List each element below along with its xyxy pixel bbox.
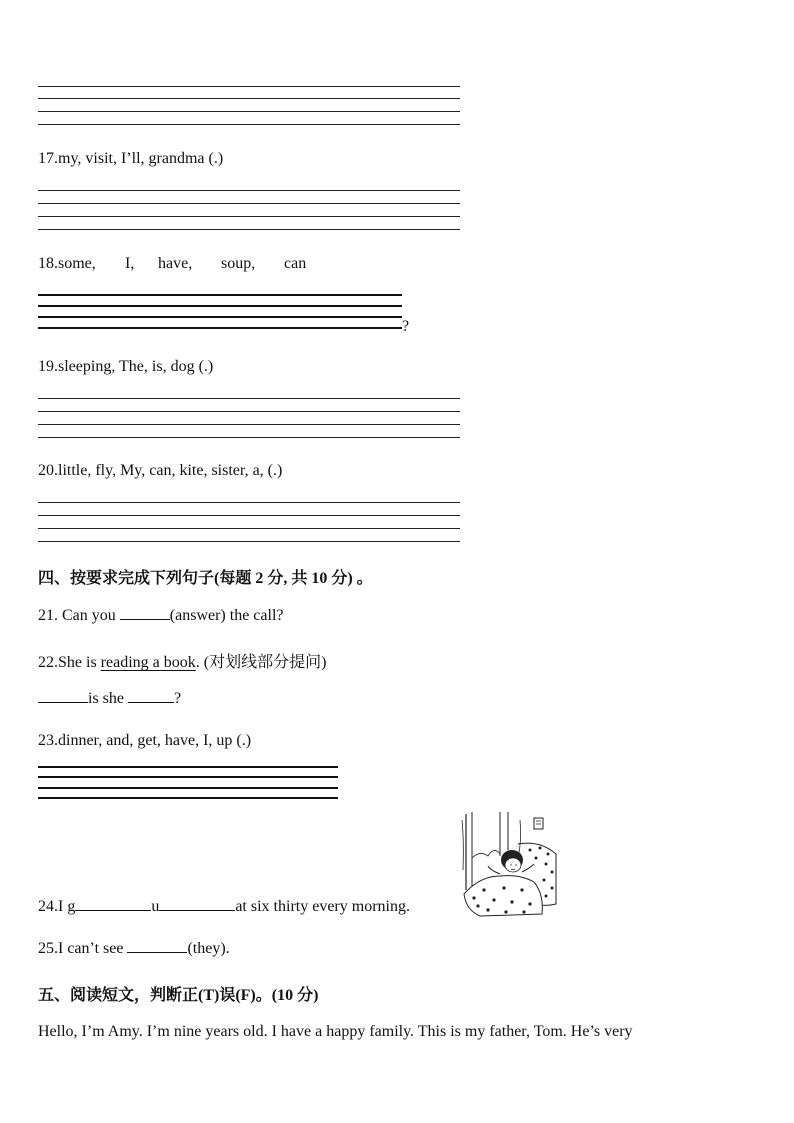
word: I,	[125, 255, 135, 272]
writing-line	[38, 424, 460, 425]
writing-line	[38, 411, 460, 412]
question-text: . (对划线部分提问)	[195, 654, 327, 671]
writing-line	[38, 776, 338, 778]
question-20: 20.little, fly, My, can, kite, sister, a, (.)	[38, 462, 283, 479]
writing-line	[38, 86, 460, 87]
writing-line	[38, 190, 460, 191]
question-text: at six thirty every morning.	[235, 898, 410, 915]
question-mark: ?	[402, 318, 410, 335]
answer-blank[interactable]	[75, 910, 151, 911]
question-text: 21. Can you	[38, 607, 120, 624]
writing-line	[38, 216, 460, 217]
question-23: 23.dinner, and, get, have, I, up (.)	[38, 732, 252, 749]
word: some,	[58, 255, 96, 272]
question-25	[38, 940, 230, 958]
writing-line	[38, 398, 460, 399]
question-text: u	[151, 898, 160, 915]
writing-line	[38, 111, 460, 112]
writing-line	[38, 787, 338, 789]
word: have,	[158, 255, 193, 272]
writing-line	[38, 98, 460, 99]
question-text: 25.I can’t see	[38, 940, 128, 957]
writing-line	[38, 203, 460, 204]
writing-line	[38, 437, 460, 438]
writing-line	[38, 305, 402, 307]
reading-passage-line: Hello, I’m Amy. I’m nine years old. I have a happy family. This is my father, Tom. He’s very	[38, 1023, 633, 1040]
question-21	[38, 607, 284, 625]
writing-line	[38, 316, 402, 318]
question-text: (they).	[187, 940, 230, 957]
question-text: is she	[88, 690, 128, 707]
section-4-title: 四、按要求完成下列句子(每题 2 分, 共 10 分) 。	[38, 570, 373, 587]
question-19: 19.sleeping, The, is, dog (.)	[38, 358, 214, 375]
question-text: 24.I g	[38, 898, 76, 915]
answer-blank[interactable]	[38, 702, 88, 703]
answer-blank[interactable]	[120, 619, 170, 620]
writing-line	[38, 229, 460, 230]
answer-blank[interactable]	[159, 910, 235, 911]
writing-line	[38, 528, 460, 529]
question-22	[38, 649, 326, 672]
answer-blank[interactable]	[128, 702, 174, 703]
writing-line	[38, 294, 402, 296]
question-18	[38, 255, 306, 273]
writing-line	[38, 502, 460, 503]
girl-waking-up-in-bed-illustration	[460, 810, 560, 918]
answer-blank[interactable]	[127, 952, 187, 953]
word: can	[284, 255, 307, 272]
writing-line	[38, 797, 338, 799]
question-24	[38, 898, 410, 916]
writing-line	[38, 327, 402, 329]
question-text: ?	[174, 690, 182, 707]
question-text: (answer) the call?	[169, 607, 284, 624]
question-17: 17.my, visit, I’ll, grandma (.)	[38, 150, 224, 167]
section-5-title: 五、阅读短文，判断正(T)误(F)。(10 分)	[38, 987, 319, 1004]
question-22-answer	[38, 690, 181, 708]
writing-line	[38, 541, 460, 542]
question-number: 18.	[38, 255, 58, 272]
writing-line	[38, 766, 338, 768]
writing-line	[38, 515, 460, 516]
writing-line	[38, 124, 460, 125]
underlined-phrase: reading a book	[100, 654, 196, 671]
question-text: 22.She is	[38, 654, 101, 671]
word: soup,	[221, 255, 256, 272]
